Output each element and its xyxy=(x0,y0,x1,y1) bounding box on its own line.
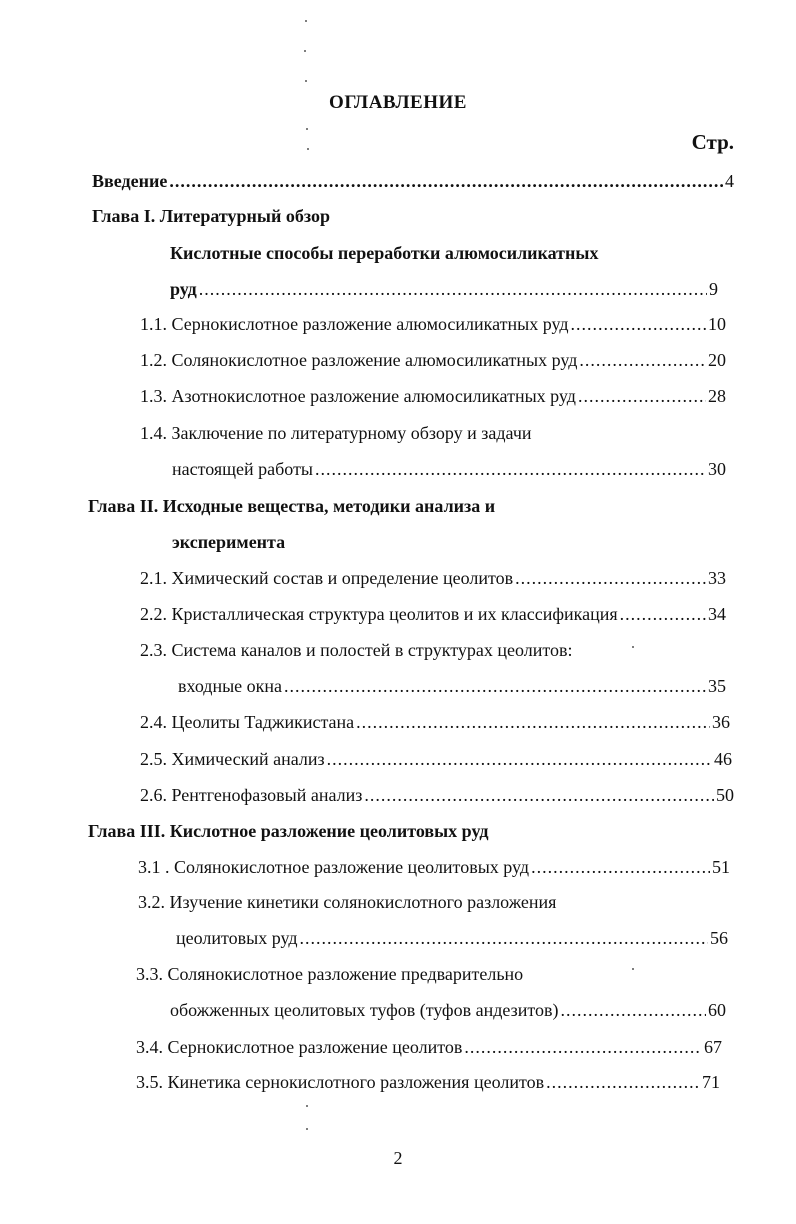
toc-entry-text: 1.3. Азотнокислотное разложение алюмосиликатных руд xyxy=(140,386,576,406)
toc-entry xyxy=(138,891,556,913)
toc-entry-text: 2.3. Система каналов и полостей в структурах цеолитов: xyxy=(140,640,573,660)
toc-entry-page: 34 xyxy=(708,604,726,624)
toc-entry-continuation xyxy=(176,927,728,949)
leader-dots xyxy=(464,1036,702,1058)
scan-speck xyxy=(305,80,307,82)
chapter-heading xyxy=(92,205,330,227)
toc-entry-page: 9 xyxy=(709,279,718,299)
toc-entry-text: 3.3. Солянокислотное разложение предварительно xyxy=(136,964,524,984)
chapter-subheading-text: Кислотные способы переработки алюмосиликатных xyxy=(170,243,599,263)
toc-entry-text: 1.4. Заключение по литературному обзору и задачи xyxy=(140,423,532,443)
toc-entry-page: 67 xyxy=(704,1037,722,1057)
toc-entry-text: 3.4. Сернокислотное разложение цеолитов xyxy=(136,1037,463,1057)
toc-entry-text: цеолитовых руд xyxy=(176,928,298,948)
toc-entry xyxy=(140,422,532,444)
toc-entry-text: 2.6. Рентгенофазовый анализ xyxy=(140,785,363,805)
toc-entry-page: 4 xyxy=(725,171,734,191)
chapter-subheading xyxy=(170,242,598,264)
scan-speck xyxy=(305,20,307,22)
leader-dots xyxy=(579,349,706,371)
toc-entry xyxy=(138,856,730,878)
toc-entry-text: входные окна xyxy=(178,676,283,696)
page-title: ОГЛАВЛЕНИЕ xyxy=(329,92,467,113)
scan-speck xyxy=(306,1105,308,1107)
toc-entry-continuation xyxy=(170,999,726,1021)
leader-dots xyxy=(515,567,706,589)
toc-entry-text: Введение xyxy=(92,171,168,191)
toc-entry-page: 50 xyxy=(716,785,734,805)
leader-dots xyxy=(199,278,707,300)
scan-speck xyxy=(632,646,634,648)
leader-dots xyxy=(315,458,706,480)
leader-dots xyxy=(284,675,706,697)
chapter-heading-text: Глава I. Литературный обзор xyxy=(92,206,330,226)
toc-entry xyxy=(140,349,726,371)
toc-entry-text: 2.2. Кристаллическая структура цеолитов и их классификация xyxy=(140,604,618,624)
toc-entry-page: 46 xyxy=(714,749,732,769)
toc-entry-page: 28 xyxy=(708,386,726,406)
toc-entry-page: 71 xyxy=(702,1072,720,1092)
chapter-heading xyxy=(88,495,495,517)
toc-entry-text: 2.1. Химический состав и определение цеолитов xyxy=(140,568,514,588)
chapter-heading-text: эксперимента xyxy=(172,532,286,552)
leader-dots xyxy=(560,999,706,1021)
page-number: 2 xyxy=(393,1148,403,1168)
toc-entry-intro xyxy=(92,170,734,192)
toc-entry xyxy=(136,1036,722,1058)
chapter-heading-text: Глава III. Кислотное разложение цеолитовых руд xyxy=(88,821,489,841)
toc-entry xyxy=(140,313,726,335)
toc-entry xyxy=(140,603,726,625)
toc-entry xyxy=(140,567,726,589)
leader-dots xyxy=(531,856,710,878)
chapter-heading-continuation xyxy=(172,531,285,553)
scan-speck xyxy=(307,148,309,150)
toc-entry-text: 1.1. Сернокислотное разложение алюмосиликатных руд xyxy=(140,314,569,334)
toc-entry-continuation xyxy=(172,458,726,480)
leader-dots xyxy=(571,313,706,335)
toc-entry-text: настоящей работы xyxy=(172,459,314,479)
toc-entry-text: 2.4. Цеолиты Таджикистана xyxy=(140,712,355,732)
toc-entry xyxy=(140,711,730,733)
toc-entry-text: 3.2. Изучение кинетики солянокислотного разложения xyxy=(138,892,557,912)
toc-entry xyxy=(136,963,523,985)
scan-speck xyxy=(632,968,634,970)
toc-entry-page: 35 xyxy=(708,676,726,696)
leader-dots xyxy=(620,603,706,625)
toc-entry-text: 3.5. Кинетика сернокислотного разложения цеолитов xyxy=(136,1072,545,1092)
toc-entry-text: руд xyxy=(170,279,197,299)
leader-dots xyxy=(364,784,714,806)
toc-entry-page: 36 xyxy=(712,712,730,732)
toc-entry-page: 30 xyxy=(708,459,726,479)
leader-dots xyxy=(578,385,706,407)
toc-entry xyxy=(136,1071,720,1093)
scan-speck xyxy=(306,1128,308,1130)
toc-entry xyxy=(140,639,573,661)
toc-entry xyxy=(140,385,726,407)
toc-entry-page: 56 xyxy=(710,928,728,948)
scan-speck xyxy=(304,50,306,52)
toc-entry-page: 10 xyxy=(708,314,726,334)
leader-dots xyxy=(169,170,723,192)
page-column-header: Стр. xyxy=(691,130,734,154)
toc-entry-page: 51 xyxy=(712,857,730,877)
toc-entry-text: обожженных цеолитовых туфов (туфов андезитов) xyxy=(170,1000,559,1020)
scan-speck xyxy=(306,128,308,130)
chapter-heading-text: Глава II. Исходные вещества, методики анализа и xyxy=(88,496,496,516)
leader-dots xyxy=(300,927,708,949)
toc-entry-text: 3.1 . Солянокислотное разложение цеолитовых руд xyxy=(138,857,530,877)
leader-dots xyxy=(327,748,712,770)
chapter-heading xyxy=(88,820,488,842)
toc-entry-text: 2.5. Химический анализ xyxy=(140,749,325,769)
toc-entry xyxy=(170,278,718,300)
leader-dots xyxy=(356,711,710,733)
toc-entry xyxy=(140,784,734,806)
toc-entry-page: 20 xyxy=(708,350,726,370)
toc-entry xyxy=(140,748,732,770)
toc-entry-continuation xyxy=(178,675,726,697)
leader-dots xyxy=(546,1071,700,1093)
toc-entry-text: 1.2. Солянокислотное разложение алюмосиликатных руд xyxy=(140,350,578,370)
toc-entry-page: 33 xyxy=(708,568,726,588)
toc-entry-page: 60 xyxy=(708,1000,726,1020)
